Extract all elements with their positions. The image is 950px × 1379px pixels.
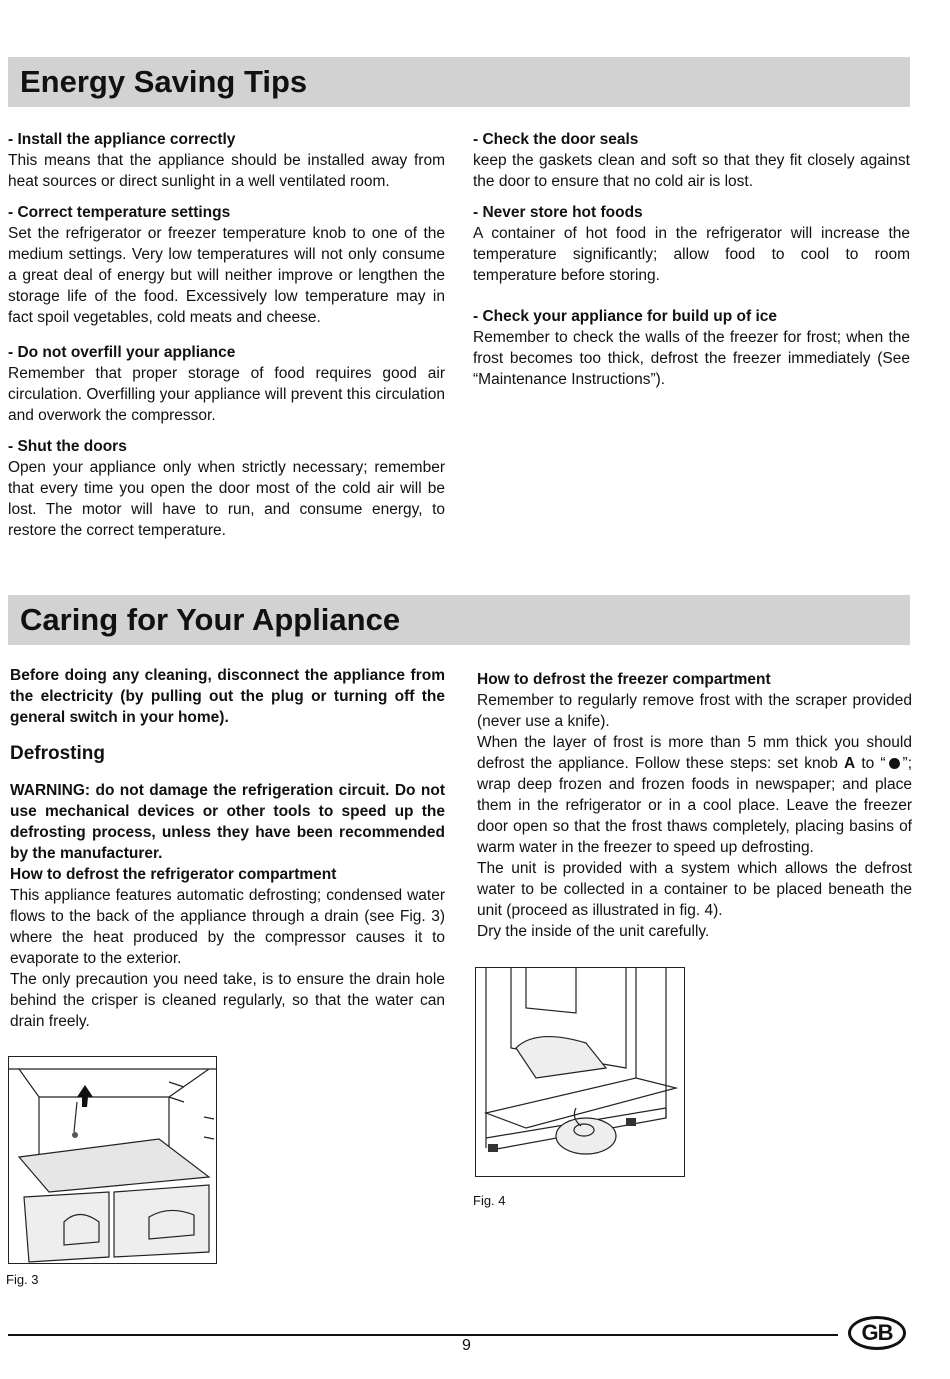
- filled-dot-icon: [889, 758, 900, 769]
- tip-text: Remember that proper storage of food requires good air circulation. Overfilling your appliance will prevent this circulation and overwork the compressor.: [8, 365, 445, 424]
- caring-columns: [0, 665, 950, 1288]
- caring-left-column: [6, 665, 445, 1288]
- fridge-defrost-heading: How to defrost the refrigerator compartment: [10, 866, 337, 883]
- defrosting-heading: Defrosting: [10, 743, 105, 764]
- figure-3-caption: Fig. 3: [6, 1272, 39, 1287]
- freezer-steps-text: [477, 732, 912, 858]
- energy-left-column: [8, 129, 445, 541]
- tip-heading: - Correct temperature settings: [8, 204, 231, 221]
- fridge-drain-text: The only precaution you need take, is to ensure the drain hole behind the crisper is cleaned regularly, so that the water can drain freely.: [10, 971, 445, 1030]
- tip-heading: - Shut the doors: [8, 438, 127, 455]
- refrigeration-warning: WARNING: do not damage the refrigeration circuit. Do not use mechanical devices or other tools to speed up the defrosting process, unless they have been recommended by the manufacturer.: [10, 782, 445, 862]
- defrost-fridge-block: [10, 780, 445, 1032]
- language-badge: GB: [848, 1316, 906, 1350]
- page-number: 9: [462, 1337, 471, 1354]
- figure-4-illustration: [475, 967, 685, 1177]
- freezer-water-text: The unit is provided with a system which allows the defrost water to be collected in a container to be placed beneath the unit (proceed as illustrated in fig. 4).: [477, 860, 912, 919]
- freezer-scraper-text: Remember to regularly remove frost with the scraper provided (never use a knife).: [477, 692, 912, 730]
- tip-overfill: [8, 342, 445, 426]
- tip-text: Set the refrigerator or freezer temperature knob to one of the medium settings. Very low temperatures will not only consume a great deal of energy but will neither improve or lengthen the storage life of the food. Excessively low temperature may in fact spoil vegetables, cold meats and cheese.: [8, 225, 445, 326]
- tip-heading: - Do not overfill your appliance: [8, 344, 236, 361]
- footer-rule: [8, 1334, 838, 1336]
- tip-text: keep the gaskets clean and soft so that they fit closely against the door to ensure that no cold air is lost.: [473, 152, 910, 190]
- tip-ice: [473, 306, 910, 390]
- freezer-defrost-heading: How to defrost the freezer compartment: [477, 671, 771, 688]
- caring-title: Caring for Your Appliance: [20, 602, 401, 637]
- tip-text: Open your appliance only when strictly necessary; remember that every time you open the door most of the cold air will be lost. The motor will have to run, and consume energy, to restore the correct temperature.: [8, 459, 445, 539]
- energy-title: Energy Saving Tips: [20, 64, 308, 99]
- caring-section-header: [8, 595, 910, 645]
- steps-text: ”; wrap deep frozen and frozen foods in newspaper; and place them in the refrigerator or in a cool place. Leave the freezer door open so that the frost thaws completely, placing basins of warm water in the freezer to speed up defrosting.: [477, 755, 913, 856]
- steps-text: When the layer of frost is more than 5 mm thick you should defrost the appliance. Follow these steps: set knob: [477, 734, 912, 772]
- knob-label: A: [843, 755, 856, 772]
- tip-text: This means that the appliance should be installed away from heat sources or direct sunlight in a well ventilated room.: [8, 152, 445, 190]
- figure-4-caption: Fig. 4: [473, 1193, 506, 1208]
- tip-heading: - Check the door seals: [473, 131, 639, 148]
- tip-hot-foods: [473, 202, 910, 286]
- energy-section-header: [8, 57, 910, 107]
- arrow-up-icon: [77, 1085, 93, 1107]
- figure-3-illustration: [8, 1056, 217, 1264]
- tip-temperature: [8, 202, 445, 328]
- tip-heading: - Never store hot foods: [473, 204, 643, 221]
- caring-right-column: [473, 665, 913, 1288]
- tip-text: Remember to check the walls of the freezer for frost; when the frost becomes too thick, defrost the freezer immediately (See “Maintenance Instructions”).: [473, 329, 910, 388]
- page-footer: [0, 1316, 950, 1379]
- fridge-defrost-text: This appliance features automatic defrosting; condensed water flows to the back of the appliance through a drain (see Fig. 3) where the heat produced by the compressor causes it to evaporate to the exterior.: [10, 887, 445, 967]
- defrost-freezer-block: [477, 669, 912, 942]
- steps-text: to “: [855, 755, 886, 772]
- energy-columns: [0, 129, 950, 541]
- tip-heading: - Check your appliance for build up of ice: [473, 308, 778, 325]
- disconnect-warning: Before doing any cleaning, disconnect the appliance from the electricity (by pulling out the plug or turning off the general switch in your home).: [10, 667, 445, 726]
- energy-right-column: [473, 129, 910, 541]
- tip-doors: [8, 436, 445, 541]
- freezer-defrost-drawing: [476, 968, 684, 1176]
- freezer-dry-text: Dry the inside of the unit carefully.: [477, 923, 710, 940]
- fridge-drain-drawing: [9, 1057, 216, 1263]
- tip-seals: [473, 129, 910, 192]
- tip-heading: - Install the appliance correctly: [8, 131, 236, 148]
- tip-text: A container of hot food in the refrigerator will increase the temperature significantly; allow food to cool to room temperature before storing.: [473, 225, 910, 284]
- tip-install: [8, 129, 445, 192]
